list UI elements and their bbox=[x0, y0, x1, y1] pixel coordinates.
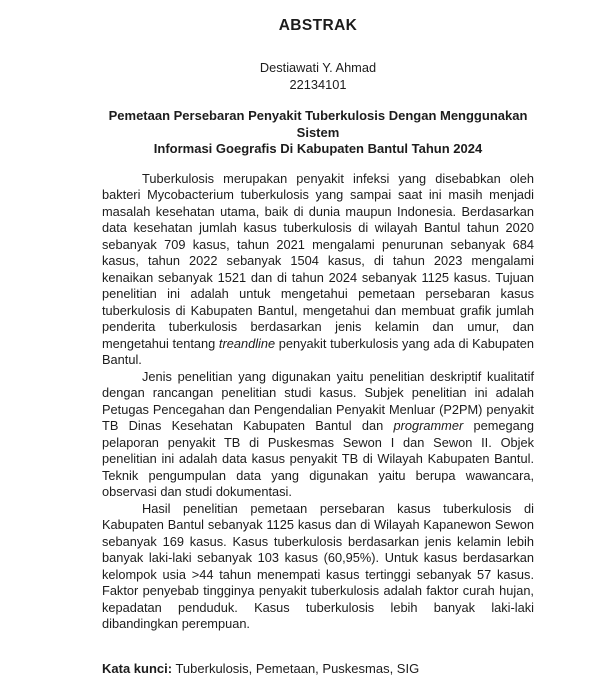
author-block bbox=[102, 60, 534, 93]
keywords-line bbox=[102, 661, 534, 677]
text-run: Tuberkulosis merupakan penyakit infeksi yang disebabkan oleh bakteri Mycobacterium tuberkulosis yang sampai saat ini masih menjadi masalah kesehatan utama, baik di dunia maupun Indonesia. Berdasarkan data kesehatan jumlah kasus tuberkulosis di wilayah Bantul tahun 2020 sebanyak 709 kasus, tahun 2021 mengalami penurunan sebanyak 684 kasus, tahun 2022 sebanyak 1504 kasus, di tahun 2023 mengalami kenaikan sebanyak 1521 dan di tahun 2024 sebanyak 1125 kasus. Tujuan penelitian ini adalah untuk mengetahui pemetaan persebaran kasus tuberkulosis di Kabupaten Bantul, mengetahui dan membuat grafik jumlah penderita tuberkulosis berdasarkan jenis kelamin dan umur, dan mengetahui tentang bbox=[102, 171, 534, 351]
abstract-paragraph-3 bbox=[102, 501, 534, 633]
text-run: pemegang pelaporan penyakit TB di Puskesmas Sewon I dan Sewon II. Objek penelitian ini adalah data kasus penyakit TB di Wilayah Kabupaten Bantul. Teknik pengumpulan data yang digunakan yaitu berupa wawancara, observasi dan studi dokumentasi. bbox=[102, 418, 534, 499]
thesis-title-line2: Informasi Goegrafis Di Kabupaten Bantul Tahun 2024 bbox=[154, 141, 482, 156]
thesis-title bbox=[102, 108, 534, 158]
italic-term: programmer bbox=[394, 418, 464, 433]
abstract-body bbox=[102, 171, 534, 633]
text-run: Jenis penelitian yang digunakan yaitu penelitian deskriptif kualitatif dengan rancangan penelitian studi kasus. Subjek penelitian ini adalah Petugas Pencegahan dan Pengendalian Penyakit Menluar (P2PM) penyakit TB Dinas Kesehatan Kabupaten Bantul dan bbox=[102, 369, 534, 434]
italic-term: treandline bbox=[219, 336, 275, 351]
keywords-label: Kata kunci: bbox=[102, 661, 172, 676]
abstract-paragraph-1 bbox=[102, 171, 534, 369]
author-name: Destiawati Y. Ahmad bbox=[102, 60, 534, 77]
keywords-value: Tuberkulosis, Pemetaan, Puskesmas, SIG bbox=[175, 661, 419, 676]
thesis-title-line1: Pemetaan Persebaran Penyakit Tuberkulosis Dengan Menggunakan Sistem bbox=[109, 108, 528, 140]
student-id: 22134101 bbox=[102, 77, 534, 94]
text-run: penyakit tuberkulosis yang ada di Kabupaten Bantul. bbox=[102, 336, 534, 368]
page-title: ABSTRAK bbox=[102, 17, 534, 35]
abstract-paragraph-2 bbox=[102, 369, 534, 501]
text-run: Hasil penelitian pemetaan persebaran kasus tuberkulosis di Kabupaten Bantul sebanyak 1125 kasus dan di Wilayah Kapanewon Sewon sebanyak 169 kasus. Kasus tuberkulosis berdasarkan jenis kelamin lebih banyak laki-laki sebanyak 103 kasus (60,95%). Untuk kasus berdasarkan kelompok usia >44 tahun menempati kasus tertinggi sebanyak 57 kasus. Faktor penyebab tingginya penyakit tuberkulosis adalah faktor curah hujan, kepadatan penduduk. Kasus tuberkulosis lebih banyak laki-laki dibandingkan perempuan. bbox=[102, 501, 534, 632]
